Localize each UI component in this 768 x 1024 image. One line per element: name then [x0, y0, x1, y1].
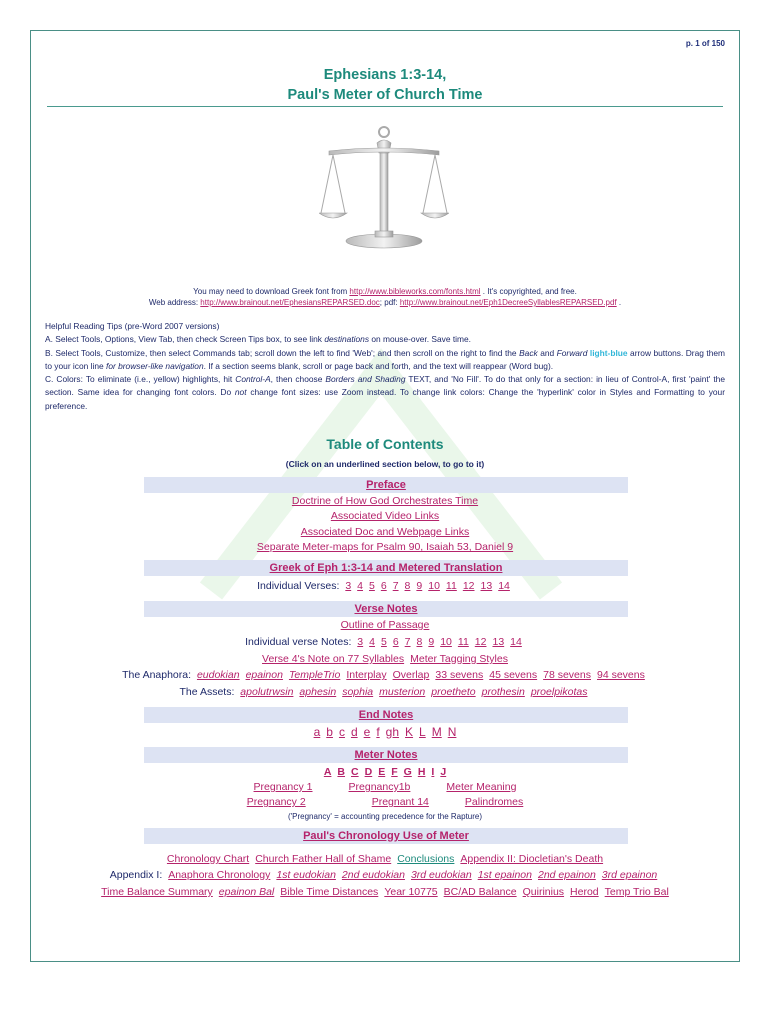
tip-c-text-4: change font sizes: use Zoom instead. To change link colors: Change the 'hyperlink' color in Styles and Formatting to your preference.	[45, 387, 725, 411]
anaphora-link[interactable]: 78 sevens	[543, 669, 591, 681]
end-note-link[interactable]: N	[447, 725, 457, 739]
toc-row	[31, 618, 739, 632]
tip-c-text: Colors: To eliminate (i.e., yellow) highlights, hit	[53, 374, 236, 385]
anaphora-link[interactable]: 33 sevens	[435, 669, 484, 681]
toc-row	[31, 494, 739, 508]
toc-link[interactable]: Associated Video Links	[330, 510, 440, 522]
verse-notes-row	[31, 635, 739, 649]
tip-b-label: B.	[45, 347, 53, 358]
title-line-1: Ephesians 1:3-14,	[323, 67, 447, 83]
toc-meter-notes[interactable]: Meter Notes	[144, 747, 628, 763]
asset-link[interactable]: aphesin	[299, 686, 337, 698]
chronology-row-3	[31, 885, 739, 899]
verse-link[interactable]: 11	[445, 580, 457, 592]
pdf-link[interactable]: http://www.brainout.net/Eph1DecreeSyllablesREPARSED.pdf	[399, 298, 617, 307]
end-notes-row	[31, 725, 739, 739]
individual-verses-label: Individual Verses:	[257, 580, 340, 592]
tip-a-italic: destinations	[324, 334, 370, 345]
anaphora-link[interactable]: Overlap	[392, 669, 430, 681]
meter-note-link[interactable]: C	[351, 766, 359, 778]
chronology-row-1	[31, 852, 739, 866]
intro-text-2: . It's copyrighted, and free.	[480, 287, 577, 296]
chronology-link[interactable]: Church Father Hall of Shame	[255, 853, 392, 865]
tip-c-text-2: , then choose	[270, 374, 326, 385]
chronology-link[interactable]: Bible Time Distances	[280, 886, 379, 898]
chronology-link[interactable]: 3rd eudokian	[410, 869, 472, 881]
chronology-link[interactable]: epainon Bal	[218, 886, 275, 898]
chronology-link[interactable]: 1st epainon	[477, 869, 532, 881]
verse-note-link[interactable]: 8	[416, 636, 423, 648]
verse-link[interactable]: 12	[462, 580, 475, 592]
tip-a-label: A.	[45, 334, 53, 345]
end-note-link[interactable]: M	[431, 725, 442, 739]
end-note-link[interactable]: a	[313, 725, 321, 739]
verse-note-link[interactable]: 5	[380, 636, 387, 648]
anaphora-link[interactable]: TempleTrio	[288, 669, 341, 681]
meter-note-link[interactable]: H	[417, 766, 426, 778]
tips-heading: Helpful Reading Tips (pre-Word 2007 versions)	[45, 321, 220, 331]
pregnancy-link[interactable]: Pregnancy1b	[348, 781, 411, 793]
anaphora-link[interactable]: 45 sevens	[489, 669, 538, 681]
intro-text-5: .	[616, 298, 622, 307]
chronology-link[interactable]: 2nd epainon	[537, 869, 596, 881]
font-download-line	[31, 286, 739, 297]
meter-note-link[interactable]: I	[431, 766, 435, 778]
toc-title: Table of Contents	[326, 436, 444, 452]
asset-link[interactable]: proetheto	[431, 686, 476, 698]
tip-c-italic: Control-A	[235, 374, 271, 385]
meter-note-link[interactable]: E	[378, 766, 386, 778]
meter-note-link[interactable]: F	[391, 766, 398, 778]
anaphora-label: The Anaphora:	[122, 669, 192, 681]
tip-b-italic-2: Forward	[556, 347, 588, 358]
web-address-line	[31, 297, 739, 308]
assets-label: The Assets:	[179, 686, 235, 698]
intro-text-3: Web address:	[148, 298, 201, 307]
verse-note-link[interactable]: 14	[510, 636, 522, 648]
conclusions-link[interactable]: Conclusions	[397, 853, 455, 865]
end-note-link[interactable]: f	[376, 725, 380, 739]
meter-meaning-link[interactable]: Meter Meaning	[446, 781, 517, 793]
verse-link[interactable]: 9	[416, 580, 423, 592]
toc-row	[31, 509, 739, 523]
tip-b-text-2: and	[537, 347, 557, 358]
end-note-link[interactable]: K	[405, 725, 414, 739]
asset-link[interactable]: prothesin	[481, 686, 525, 698]
verse-link[interactable]: 10	[428, 580, 440, 592]
doc-link[interactable]: http://www.brainout.net/EphesiansREPARSED.doc	[200, 298, 380, 307]
tip-c-italic-3: not	[234, 387, 247, 398]
tip-b-italic-3: for browser-like navigation	[106, 360, 204, 371]
meter-note-link[interactable]: D	[364, 766, 373, 778]
end-note-link[interactable]: b	[326, 725, 333, 739]
asset-link[interactable]: proelpikotas	[530, 686, 588, 698]
meter-notes-row	[31, 765, 739, 779]
tip-b-italic: Back	[519, 347, 538, 358]
end-note-link[interactable]: L	[419, 725, 426, 739]
tip-c-label: C.	[45, 374, 54, 385]
tip-c	[45, 373, 725, 413]
verse-note-link[interactable]: 11	[457, 636, 469, 648]
chronology-link[interactable]: Quirinius	[522, 886, 565, 898]
chronology-row-2	[31, 868, 739, 882]
meter-note-link[interactable]: J	[440, 766, 447, 778]
palindromes-link[interactable]: Palindromes	[464, 796, 524, 808]
verse-note-link[interactable]: 13	[492, 636, 505, 648]
pregnancy-row-2	[31, 795, 739, 809]
verse-note-link[interactable]: 7	[404, 636, 411, 648]
toc-row	[31, 540, 739, 554]
chronology-link[interactable]: 3rd epainon	[601, 869, 658, 881]
verse-link[interactable]: 8	[404, 580, 411, 592]
tip-b	[45, 347, 725, 374]
toc-link[interactable]: Associated Doc and Webpage Links	[300, 526, 470, 538]
toc-link[interactable]: Doctrine of How God Orchestrates Time	[291, 495, 479, 507]
pregnancy-link[interactable]: Pregnancy 1	[253, 781, 313, 793]
toc-link[interactable]: Separate Meter-maps for Psalm 90, Isaiah 53, Daniel 9	[256, 541, 514, 553]
toc-subtitle: (Click on an underlined section below, to go to it)	[285, 459, 485, 469]
verse-row	[31, 579, 739, 593]
chronology-link[interactable]: 2nd eudokian	[341, 869, 405, 881]
end-note-link[interactable]: gh	[385, 725, 400, 739]
chronology-link[interactable]: Anaphora Chronology	[168, 869, 271, 881]
chronology-link[interactable]: Temp Trio Bal	[604, 886, 669, 898]
page-number: p. 1 of 150	[685, 39, 725, 48]
meter-note-link[interactable]: A	[323, 766, 332, 778]
tip-c-text-3: TEXT, and 'No Fill'. To do that only for a section: in lieu of Control-A, first 'paint' the section. Same idea for changing font colors. Do	[45, 374, 725, 398]
balance-scales-icon	[319, 123, 449, 253]
verse-link[interactable]: 6	[380, 580, 387, 592]
toc-verse-notes[interactable]: Verse Notes	[144, 601, 628, 617]
anaphora-link[interactable]: eudokian	[196, 669, 240, 681]
anaphora-link[interactable]: Interplay	[346, 669, 387, 681]
chronology-link[interactable]: BC/AD Balance	[443, 886, 517, 898]
end-note-link[interactable]: d	[350, 725, 358, 739]
pregnancy-note: ('Pregnancy' = accounting precedence for the Rapture)	[287, 812, 483, 821]
asset-link[interactable]: sophia	[342, 686, 374, 698]
verse-note-link[interactable]: 10	[440, 636, 452, 648]
page-frame	[30, 30, 740, 962]
verse-link[interactable]: 14	[498, 580, 510, 592]
toc-preface[interactable]: Preface	[144, 477, 628, 493]
bibleworks-fonts-link[interactable]: http://www.bibleworks.com/fonts.html	[349, 287, 481, 296]
pregnancy-link[interactable]: Pregnant 14	[371, 796, 429, 808]
tip-b-text-3: arrow buttons. Drag them to your icon line	[45, 347, 726, 371]
pregnancy-link[interactable]: Pregnancy 2	[246, 796, 306, 808]
title-line-2: Paul's Meter of Church Time	[287, 87, 483, 103]
individual-notes-label: Individual verse Notes:	[245, 636, 352, 648]
tip-a-text-2: on mouse-over. Save time.	[369, 334, 471, 345]
asset-link[interactable]: apolutrwsin	[240, 686, 294, 698]
tip-b-text: Select Tools, Customize, then select Commands tab; scroll down the left to find 'Web'; and then scroll on the right to find the	[52, 347, 520, 358]
end-note-link[interactable]: c	[338, 725, 345, 739]
verse-link[interactable]: 13	[480, 580, 493, 592]
toc-greek[interactable]: Greek of Eph 1:3-14 and Metered Translation	[144, 560, 628, 576]
intro-text	[31, 286, 739, 308]
meter-note-link[interactable]: G	[403, 766, 412, 778]
chronology-link[interactable]: Time Balance Summary	[101, 886, 213, 898]
anaphora-link[interactable]: epainon	[245, 669, 283, 681]
chronology-link[interactable]: Year 10775	[384, 886, 438, 898]
intro-text-4: ; pdf:	[379, 298, 400, 307]
verse-link[interactable]: 3	[345, 580, 352, 592]
anaphora-row	[31, 668, 739, 682]
meter-note-link[interactable]: B	[337, 766, 346, 778]
verse-link[interactable]: 7	[392, 580, 399, 592]
chronology-link[interactable]: 1st eudokian	[276, 869, 336, 881]
verse-note-link[interactable]: 6	[392, 636, 399, 648]
pregnancy-row-1	[31, 780, 739, 794]
tip-c-italic-2: Borders and Shading	[325, 374, 406, 385]
toc-row	[31, 652, 739, 666]
anaphora-link[interactable]: 94 sevens	[596, 669, 645, 681]
meter-tagging-link[interactable]: Meter Tagging Styles	[410, 653, 508, 665]
asset-link[interactable]: musterion	[379, 686, 426, 698]
verse-note-link[interactable]: 9	[428, 636, 435, 648]
verse-note-link[interactable]: 4	[369, 636, 375, 648]
verse4-note-link[interactable]: Verse 4's Note on 77 Syllables	[262, 653, 405, 665]
page-title	[31, 65, 739, 105]
assets-row	[31, 685, 739, 699]
end-note-link[interactable]: e	[363, 725, 371, 739]
tip-b-text-4: . If a section seems blank, scroll or page back and forth, and the text will reappear (Word bug).	[203, 360, 554, 371]
title-divider	[47, 106, 723, 107]
appendix1-label: Appendix I:	[109, 869, 163, 881]
toc-end-notes[interactable]: End Notes	[144, 707, 628, 723]
chronology-link[interactable]: Appendix II: Diocletian's Death	[460, 853, 604, 865]
tip-a-text: Select Tools, Options, View Tab, then check Screen Tips box, to see link	[52, 334, 325, 345]
toc-row	[31, 525, 739, 539]
tip-a	[45, 333, 725, 346]
tip-b-lightblue: light-blue	[589, 347, 628, 358]
verse-note-link[interactable]: 3	[357, 636, 364, 648]
reading-tips	[45, 320, 725, 413]
chronology-link[interactable]: Herod	[570, 886, 599, 898]
verse-link[interactable]: 4	[357, 580, 364, 592]
chronology-link[interactable]: Chronology Chart	[166, 853, 250, 865]
intro-text-1: You may need to download Greek font from	[193, 287, 350, 296]
verse-note-link[interactable]: 12	[474, 636, 487, 648]
outline-link[interactable]: Outline of Passage	[340, 619, 430, 631]
verse-link[interactable]: 5	[369, 580, 375, 592]
toc-chronology[interactable]: Paul's Chronology Use of Meter	[144, 828, 628, 844]
